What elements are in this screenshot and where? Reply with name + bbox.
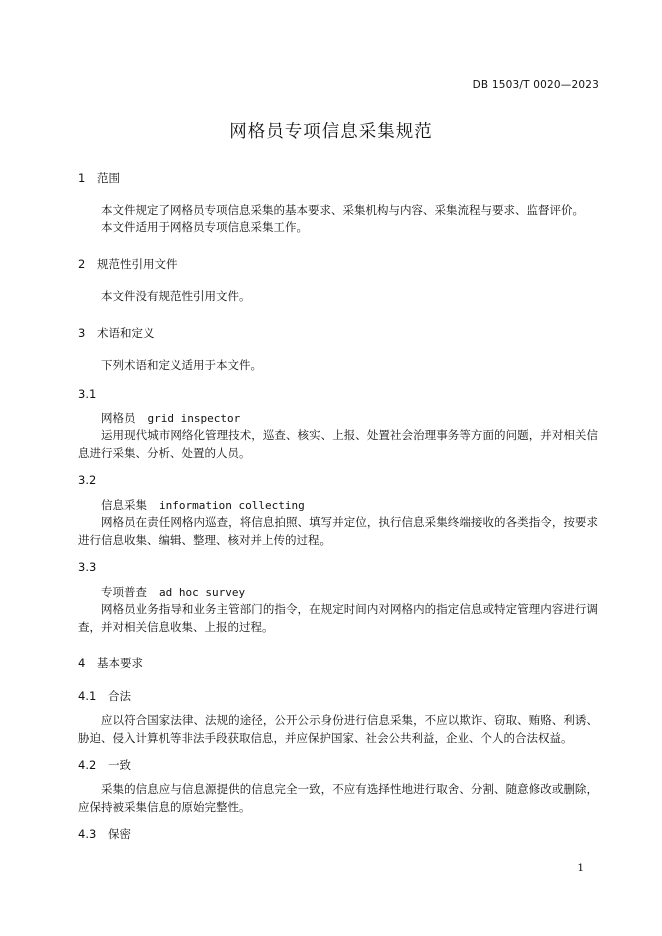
paragraph: 本文件规定了网格员专项信息采集的基本要求、采集机构与内容、采集流程与要求、监督评价。 [101, 203, 584, 217]
document-title: 网格员专项信息采集规范 [229, 122, 433, 142]
paragraph: 本文件适用于网格员专项信息采集工作。 [101, 220, 308, 234]
term-3-1 [101, 410, 240, 426]
section-title: 术语和定义 [97, 326, 155, 340]
term-3-2-number [78, 473, 96, 487]
term-chinese: 专项普查 [101, 585, 147, 599]
subsection-4-2-heading [78, 757, 131, 773]
term-definition: 运用现代城市网络化管理技术，巡查、核实、上报、处置社会治理事务等方面的问题，并对相关信息进行采集、分析、处置的人员。 [78, 428, 598, 460]
paragraph: 下列术语和定义适用于本文件。 [101, 358, 262, 372]
section-number: 3 [78, 326, 86, 340]
subsection-4-3-heading [78, 826, 131, 842]
term-number: 3.1 [78, 387, 97, 401]
subsection-title: 保密 [108, 827, 131, 841]
term-english: ad hoc survey [159, 586, 246, 599]
section-number: 4 [78, 656, 86, 670]
subsection-number: 4.1 [78, 689, 97, 703]
subsection-number: 4.2 [78, 758, 97, 772]
page-number: 1 [577, 862, 584, 874]
section-number: 2 [78, 257, 86, 271]
term-number: 3.3 [78, 560, 97, 574]
subsection-title: 合法 [108, 689, 131, 703]
paragraph: 采集的信息应与信息源提供的信息完全一致，不应有选择性地进行取舍、分割、随意修改或删除，应保持被采集信息的原始完整性。 [78, 782, 598, 814]
section-3-heading [78, 325, 155, 341]
term-chinese: 信息采集 [101, 498, 147, 512]
term-definition: 网格员业务指导和业务主管部门的指令，在规定时间内对网格内的指定信息或特定管理内容进行调查，并对相关信息收集、上报的过程。 [78, 602, 598, 634]
term-chinese: 网格员 [101, 411, 136, 425]
term-english: grid inspector [147, 412, 241, 425]
section-title: 基本要求 [97, 656, 143, 670]
term-definition: 网格员在责任网格内巡查，将信息拍照、填写并定位，执行信息采集终端接收的各类指令，按要求进行信息收集、编辑、整理、核对并上传的过程。 [78, 515, 598, 547]
paragraph: 应以符合国家法律、法规的途径，公开公示身份进行信息采集，不应以欺诈、窃取、贿赂、利诱、胁迫、侵入计算机等非法手段获取信息，并应保护国家、社会公共利益，企业、个人的合法权益。 [78, 713, 598, 745]
section-number: 1 [78, 171, 86, 185]
term-3-3-number [78, 560, 96, 574]
section-1-heading [78, 170, 120, 186]
subsection-title: 一致 [108, 758, 131, 772]
section-2-heading [78, 256, 178, 272]
term-3-1-number [78, 387, 96, 401]
section-4-heading [78, 655, 143, 671]
term-3-2 [101, 497, 305, 513]
document-code: DB 1503/T 0020—2023 [472, 79, 599, 91]
term-3-3 [101, 584, 245, 600]
subsection-4-1-heading [78, 688, 131, 704]
paragraph: 本文件没有规范性引用文件。 [101, 289, 251, 303]
section-title: 规范性引用文件 [97, 257, 178, 271]
section-title: 范围 [97, 171, 120, 185]
subsection-number: 4.3 [78, 827, 97, 841]
term-number: 3.2 [78, 473, 97, 487]
term-english: information collecting [159, 499, 305, 512]
